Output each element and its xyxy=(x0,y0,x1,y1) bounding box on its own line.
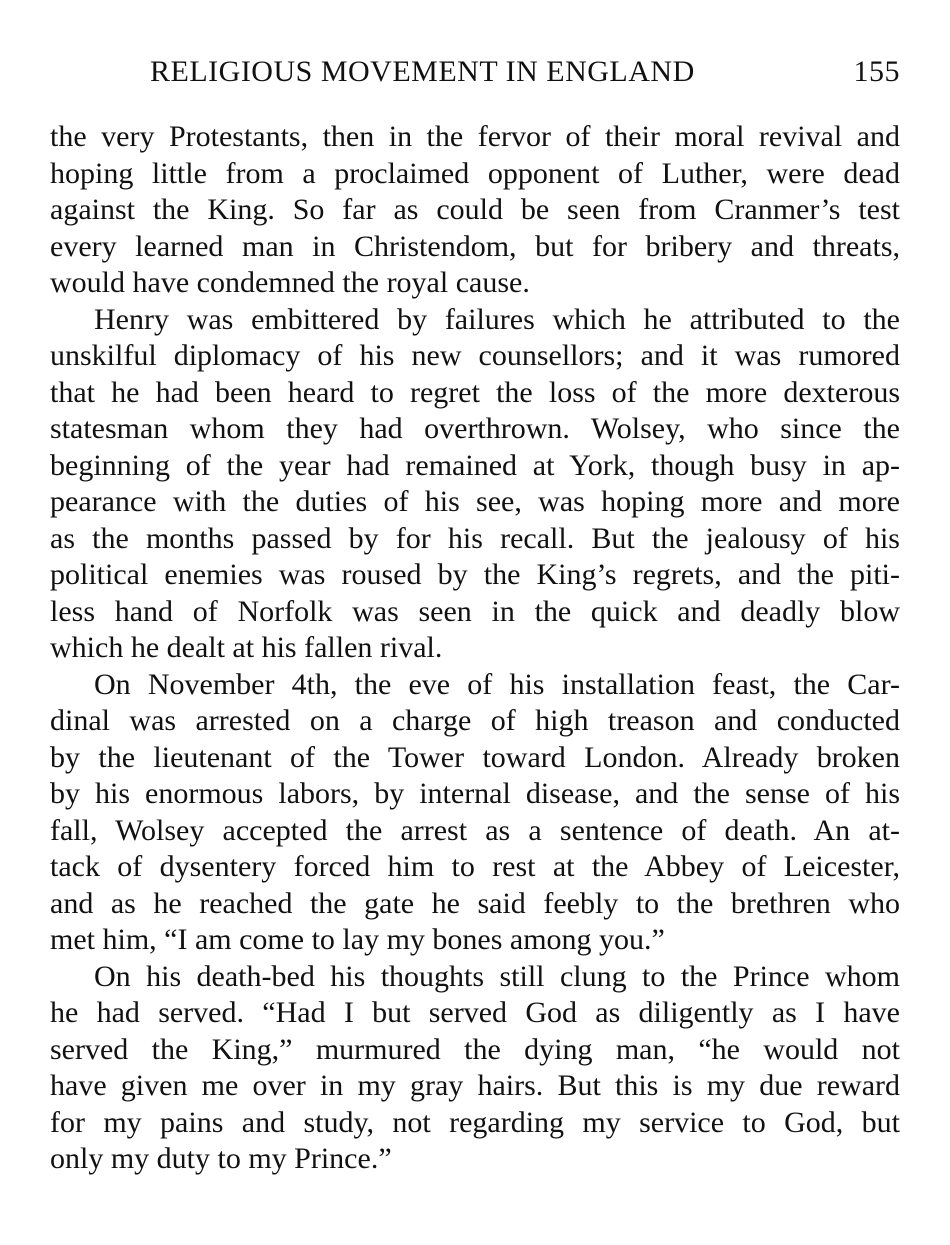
running-head xyxy=(50,55,900,105)
text-line: fall, Wolsey accepted the arrest as a sentence of death. An at- xyxy=(50,813,900,847)
text-line: served the King,” murmured the dying man, “he would not xyxy=(50,1032,900,1066)
paragraph xyxy=(50,667,900,959)
text-line: by the lieutenant of the Tower toward London. Already broken xyxy=(50,740,900,774)
page-number: 155 xyxy=(853,55,900,88)
text-line: for my pains and study, not regarding my service to God, but xyxy=(50,1105,900,1139)
text-line: tack of dysentery forced him to rest at the Abbey of Leicester, xyxy=(50,850,900,883)
text-line: against the King. So far as could be seen from Cranmer’s test xyxy=(50,193,900,226)
text-line: have given me over in my gray hairs. But this is my due reward xyxy=(50,1069,900,1102)
text-line: he had served. “Had I but served God as diligently as I have xyxy=(50,996,900,1029)
text-line: that he had been heard to regret the loss of the more dexterous xyxy=(50,375,900,409)
paragraph xyxy=(50,959,900,1178)
text-line: less hand of Norfolk was seen in the quick and deadly blow xyxy=(50,594,900,628)
text-line: by his enormous labors, by internal disease, and the sense of his xyxy=(50,777,900,810)
text-line: statesman whom they had overthrown. Wolsey, who since the xyxy=(50,412,900,445)
text-line: On his death-bed his thoughts still clung to the Prince whom xyxy=(94,959,900,993)
text-line: pearance with the duties of his see, was hoping more and more xyxy=(50,485,900,518)
text-line: hoping little from a proclaimed opponent of Luther, were dead xyxy=(50,156,900,190)
text-line: would have condemned the royal cause. xyxy=(50,266,530,299)
text-line: and as he reached the gate he said feebly to the brethren who xyxy=(50,886,900,920)
text-line: every learned man in Christendom, but for bribery and threats, xyxy=(50,229,900,263)
text-line: Henry was embittered by failures which he attributed to the xyxy=(94,302,900,336)
text-line: unskilful diplomacy of his new counsellors; and it was rumored xyxy=(50,339,900,372)
text-line: On November 4th, the eve of his installation feast, the Car- xyxy=(94,667,900,701)
running-title: RELIGIOUS MOVEMENT IN ENGLAND xyxy=(150,55,695,88)
text-line: beginning of the year had remained at York, though busy in ap- xyxy=(50,448,900,482)
paragraph xyxy=(50,302,900,667)
text-line: as the months passed by for his recall. But the jealousy of his xyxy=(50,521,900,555)
text-line: the very Protestants, then in the fervor of their moral revival and xyxy=(50,120,900,153)
text-line: dinal was arrested on a charge of high treason and conducted xyxy=(50,704,900,737)
body-text xyxy=(50,119,900,1178)
book-page xyxy=(50,55,900,1178)
text-line: which he dealt at his fallen rival. xyxy=(50,631,443,664)
paragraph xyxy=(50,119,900,302)
text-line: only my duty to my Prince.” xyxy=(50,1142,392,1175)
text-line: met him, “I am come to lay my bones among you.” xyxy=(50,923,665,956)
text-line: political enemies was roused by the King’s regrets, and the piti- xyxy=(50,558,900,591)
